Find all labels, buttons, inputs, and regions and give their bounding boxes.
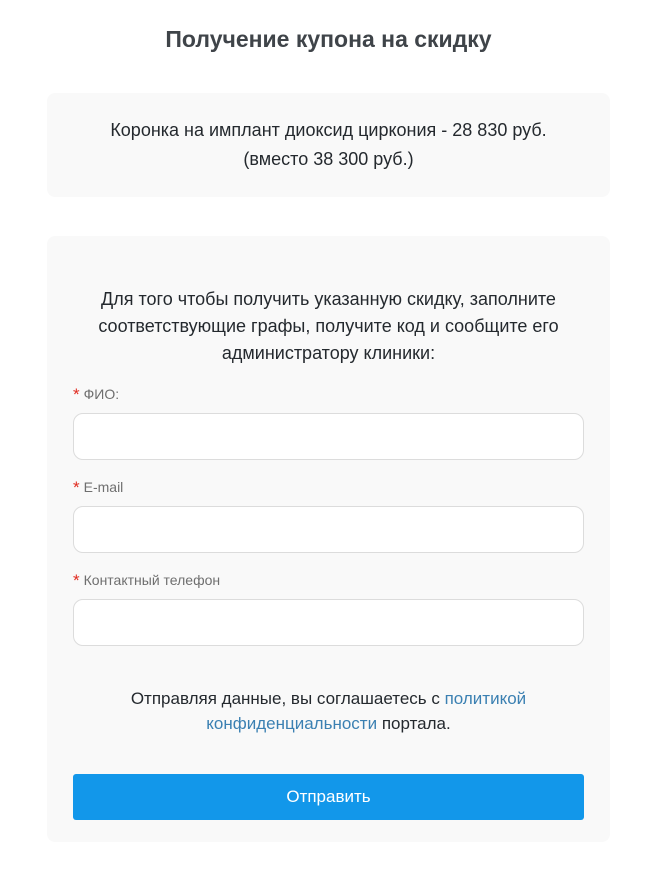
email-input[interactable] [73, 506, 584, 553]
name-field-label-text: ФИО: [83, 386, 120, 402]
phone-input[interactable] [73, 599, 584, 646]
consent-prefix: Отправляя данные, вы соглашаетесь с [130, 689, 440, 708]
required-asterisk: * [73, 385, 80, 404]
consent-text [104, 686, 554, 736]
consent-suffix: портала. [381, 714, 451, 733]
phone-field-label [73, 572, 584, 588]
offer-line-1: Коронка на имплант диоксид циркония - 28 830 руб. [110, 120, 547, 140]
offer-panel [47, 93, 610, 197]
name-field-label [73, 386, 584, 402]
coupon-form-panel [47, 236, 610, 842]
field-group-phone [73, 572, 584, 646]
email-field-label-text: E-mail [83, 479, 124, 495]
coupon-form-container [47, 0, 610, 842]
offer-line-2: (вместо 38 300 руб.) [243, 149, 414, 169]
email-field-label [73, 479, 584, 495]
phone-field-label-text: Контактный телефон [83, 572, 221, 588]
required-asterisk: * [73, 571, 80, 590]
field-group-email [73, 479, 584, 553]
privacy-policy-link[interactable]: политикой конфиденциальности [206, 689, 527, 733]
name-input[interactable] [73, 413, 584, 460]
form-intro-text: Для того чтобы получить указанную скидку, заполните соответствующие графы, получите код и сообщите его администратору клиники: [98, 289, 559, 363]
submit-button[interactable]: Отправить [73, 774, 584, 820]
required-asterisk: * [73, 478, 80, 497]
field-group-name [73, 386, 584, 460]
page-title: Получение купона на скидку [165, 26, 492, 52]
